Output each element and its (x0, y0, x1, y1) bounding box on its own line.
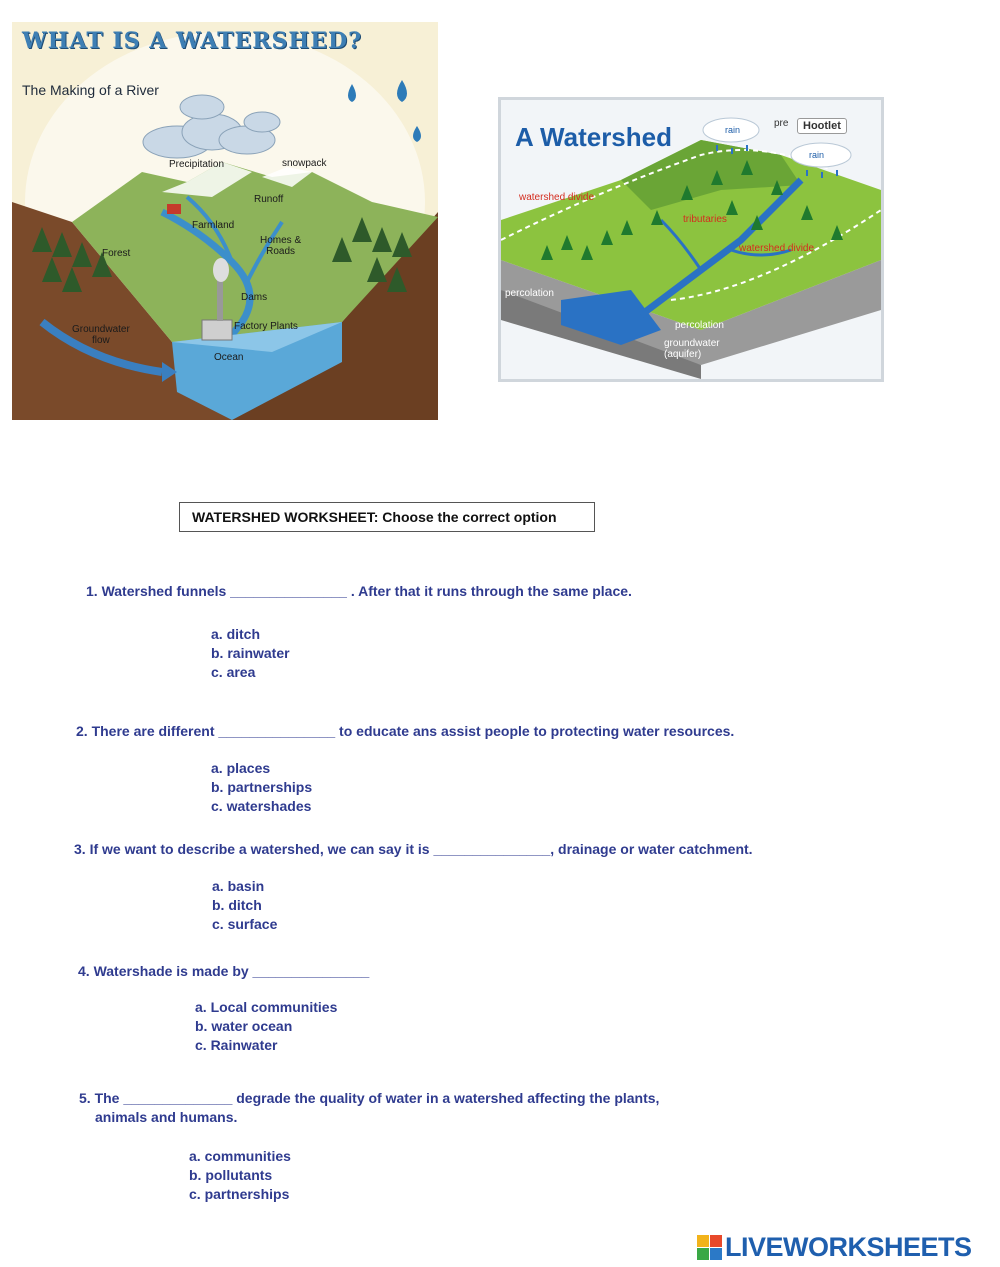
option-2b[interactable]: b. partnerships (211, 779, 313, 795)
worksheet-title: WATERSHED WORKSHEET: Choose the correct option (179, 502, 595, 532)
option-5a[interactable]: a. communities (189, 1148, 291, 1164)
option-1c[interactable]: c. area (211, 664, 256, 680)
question-5-line-1: 5. The ______________ degrade the quality of water in a watershed affecting the plants, (79, 1090, 660, 1106)
watershed-illustration-left (12, 22, 438, 420)
question-5-line-2: animals and humans. (95, 1109, 238, 1125)
label-percolation-left: percolation (505, 288, 554, 299)
label-watershed-divide-right: watershed divide (739, 243, 815, 254)
label-farmland: Farmland (192, 220, 235, 231)
option-2a[interactable]: a. places (211, 760, 271, 776)
label-ocean: Ocean (214, 352, 244, 363)
watermark-prefix: pre (774, 118, 789, 129)
label-snowpack: snowpack (282, 158, 327, 169)
option-2c[interactable]: c. watershades (211, 798, 312, 814)
question-1: 1. Watershed funnels _______________ . After that it runs through the same place. (86, 583, 632, 599)
label-watershed-divide-left: watershed divide (519, 192, 595, 203)
option-1a[interactable]: a. ditch (211, 626, 261, 642)
label-rain-2: rain (809, 150, 825, 160)
label-forest: Forest (102, 248, 131, 259)
label-tributaries: tributaries (683, 214, 727, 225)
option-5b[interactable]: b. pollutants (189, 1167, 273, 1183)
option-4c[interactable]: c. Rainwater (195, 1037, 278, 1053)
illustration-title: WHAT IS A WATERSHED? (22, 28, 362, 54)
option-4b[interactable]: b. water ocean (195, 1018, 293, 1034)
label-runoff: Runoff (254, 194, 284, 205)
label-dams: Dams (241, 292, 268, 303)
illustration-subtitle: The Making of a River (22, 82, 159, 98)
option-3b[interactable]: b. ditch (212, 897, 262, 913)
label-precipitation: Precipitation (169, 159, 225, 170)
question-2: 2. There are different _______________ to educate ans assist people to protecting water resources. (76, 723, 735, 739)
label-factory-plants: Factory Plants (234, 321, 298, 332)
watershed-illustration-right (498, 97, 884, 382)
option-3a[interactable]: a. basin (212, 878, 265, 894)
option-3c[interactable]: c. surface (212, 916, 278, 932)
option-4a[interactable]: a. Local communities (195, 999, 338, 1015)
logo-cubes-icon (697, 1235, 722, 1260)
question-4: 4. Watershade is made by _______________ (78, 963, 370, 979)
option-5c[interactable]: c. partnerships (189, 1186, 290, 1202)
question-3: 3. If we want to describe a watershed, we can say it is _______________, drainage or water catchment. (74, 841, 753, 857)
illustration-title: A Watershed (515, 122, 672, 152)
logo-wordmark: LIVEWORKSHEETS (725, 1231, 972, 1262)
label-groundwater-aquifer: groundwater (aquifer) (664, 338, 720, 360)
liveworksheets-logo[interactable] (697, 1230, 972, 1264)
hootlet-watermark: Hootlet (797, 118, 847, 134)
label-groundwater-flow: Groundwater flow (72, 324, 130, 346)
label-homes-roads: Homes & Roads (260, 235, 302, 257)
option-1b[interactable]: b. rainwater (211, 645, 290, 661)
label-rain-1: rain (725, 125, 741, 135)
label-percolation-right: percolation (675, 320, 724, 331)
